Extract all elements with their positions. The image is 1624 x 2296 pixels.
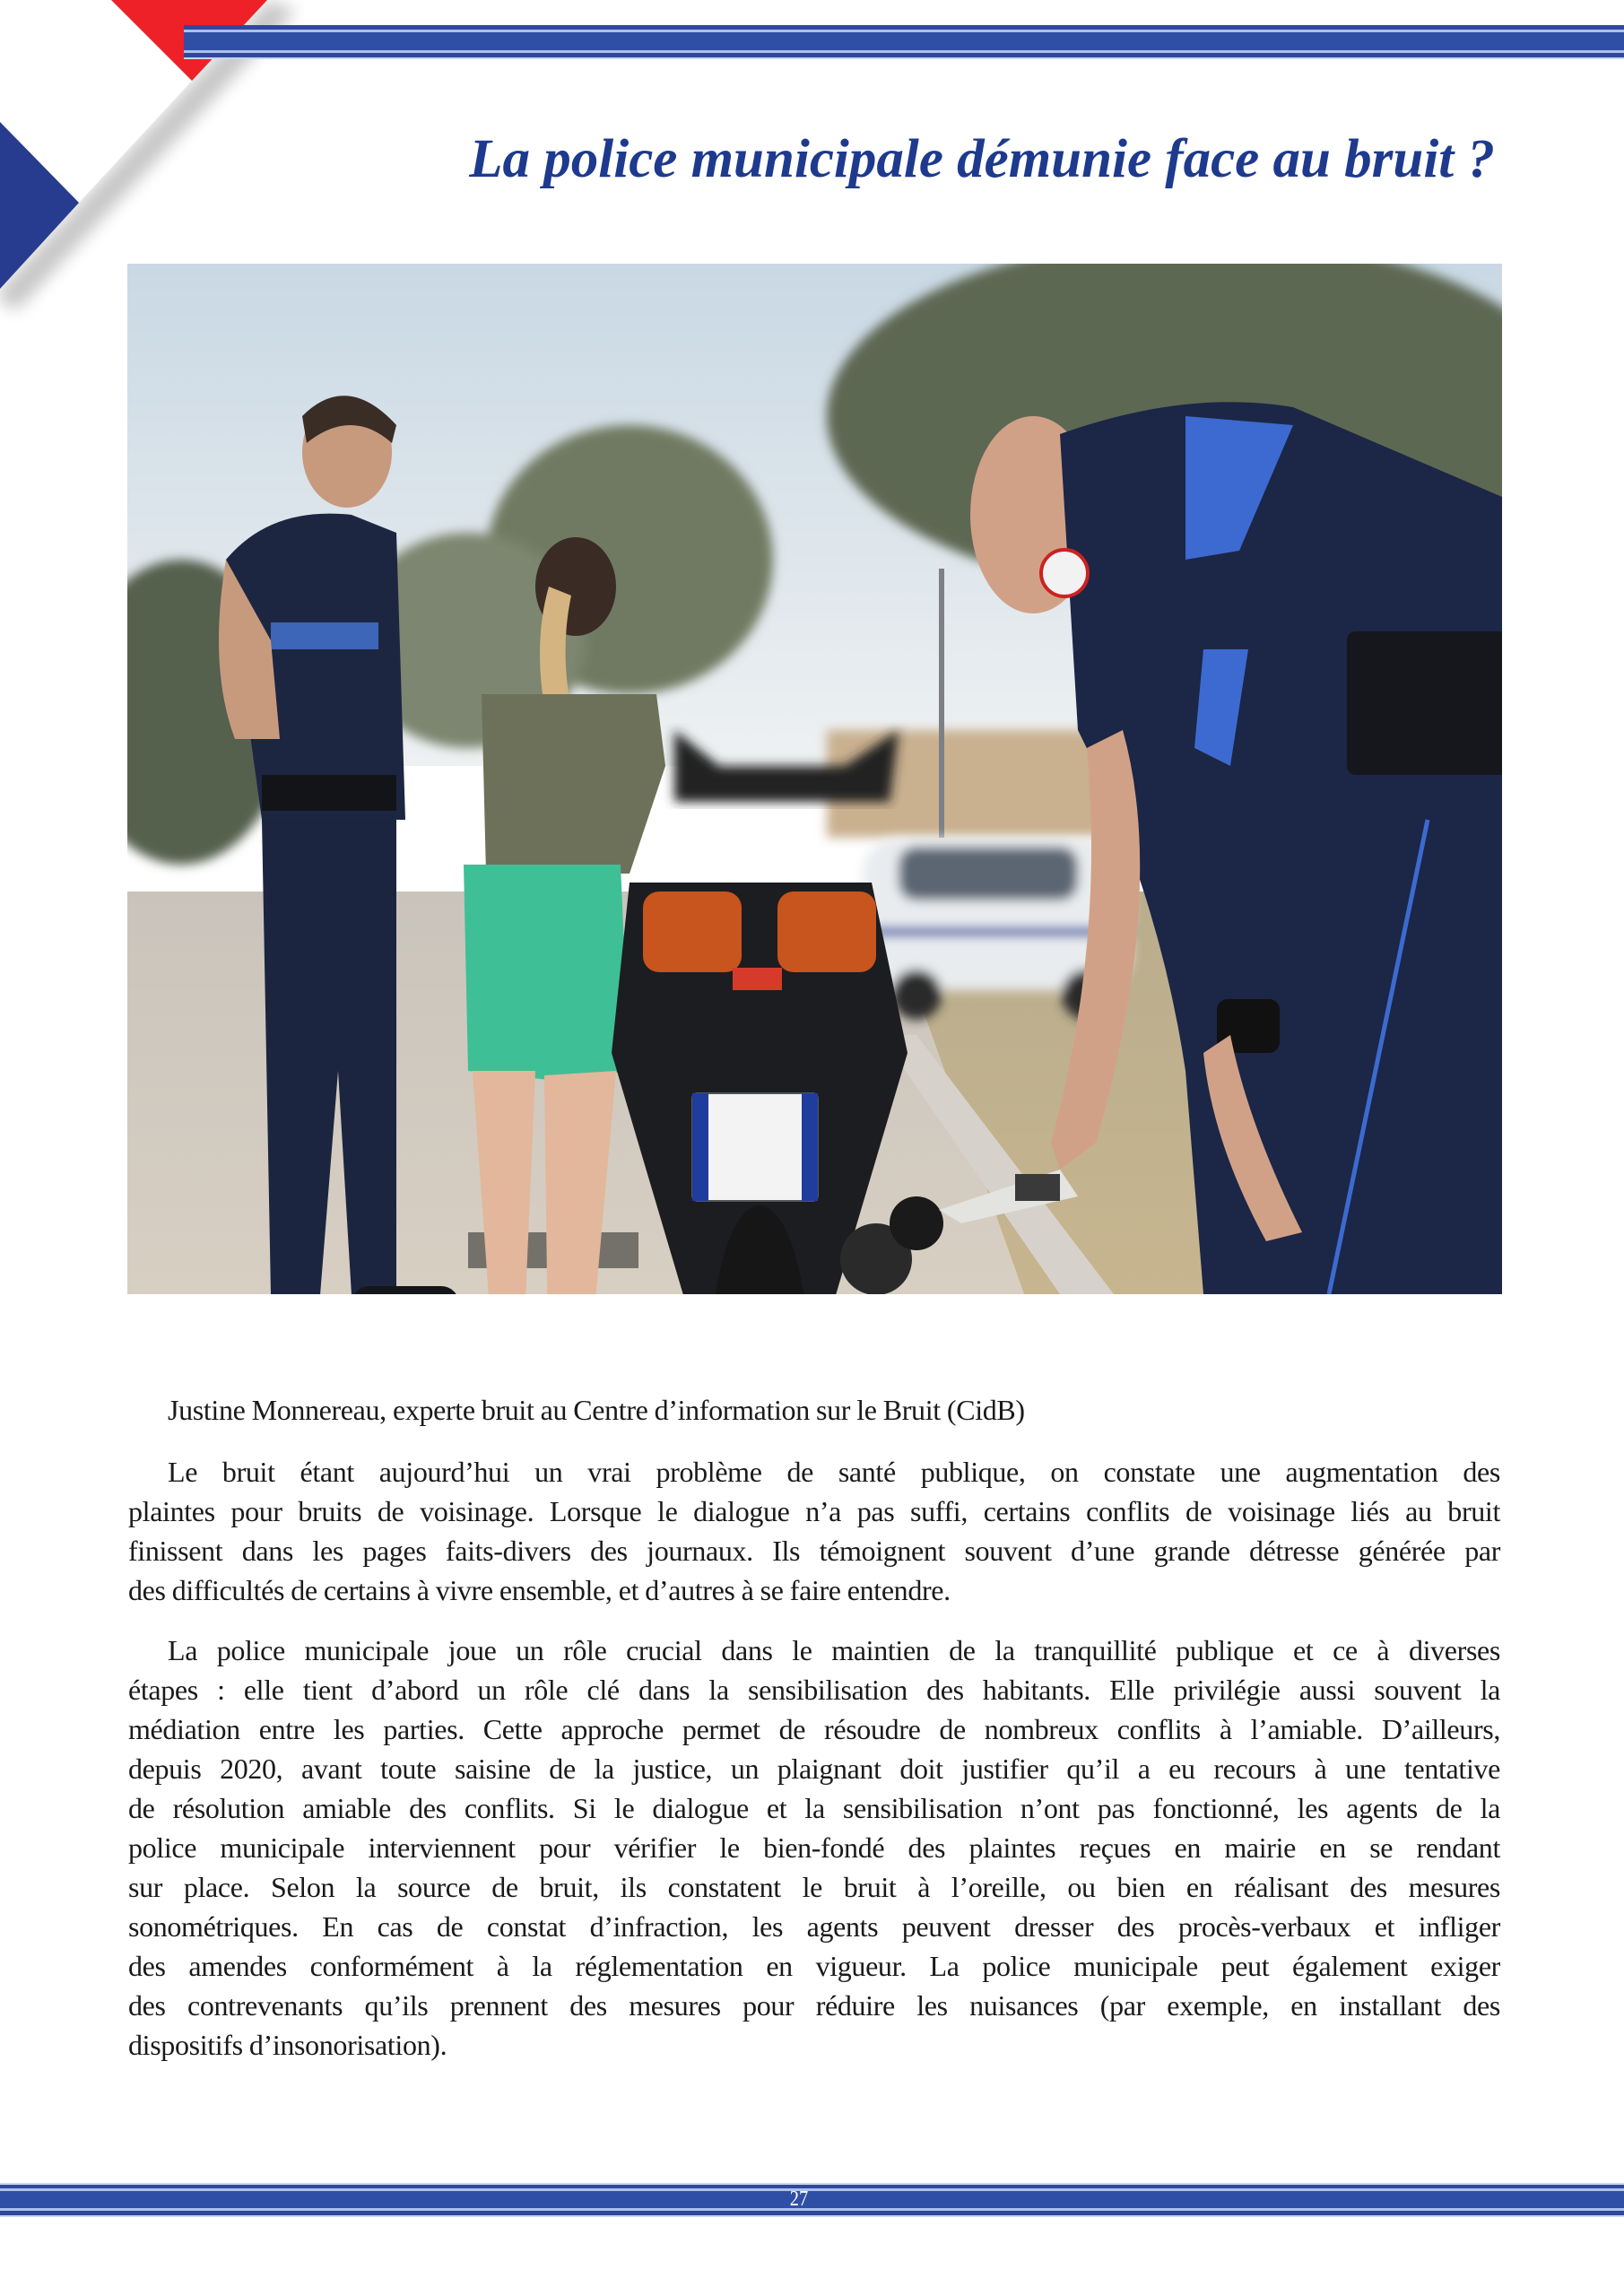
paragraph-line: depuis 2020, avant toute saisine de la justice, un plaignant doit justifier qu’il a eu recours à une tentative [128, 1752, 1500, 1785]
photo-caption [128, 1390, 1500, 1430]
paragraph-line: des difficultés de certains à vivre ensemble, et d’autres à se faire entendre. [128, 1574, 951, 1606]
page-title: La police municipale démunie face au bruit ? [469, 129, 1495, 189]
caption-text: Justine Monnereau, experte bruit au Centre d’information sur le Bruit (CidB) [168, 1394, 1025, 1426]
paragraph-2 [128, 1631, 1500, 2065]
paragraph-line: sur place. Selon la source de bruit, ils constatent le bruit à l’oreille, ou bien en réalisant des mesures [128, 1871, 1500, 1903]
paragraph-line: de résolution amiable des conflits. Si le dialogue et la sensibilisation n’ont pas fonctionné, les agents de la [128, 1792, 1500, 1824]
article-photo [127, 264, 1502, 1294]
paragraph-1 [128, 1452, 1500, 1610]
paragraph-line: des contrevenants qu’ils prennent des mesures pour réduire les nuisances (par exemple, en installant des [128, 1989, 1500, 2022]
paragraph-line: dispositifs d’insonorisation). [128, 2029, 447, 2061]
paragraph-line: médiation entre les parties. Cette approche permet de résoudre de nombreux conflits à l’amiable. D’ailleurs, [128, 1713, 1500, 1745]
paragraph-line: Le bruit étant aujourd’hui un vrai problème de santé publique, on constate une augmentation des [168, 1456, 1500, 1488]
paragraph-line: sonométriques. En cas de constat d’infraction, les agents peuvent dresser des procès-verbaux et infliger [128, 1910, 1500, 1943]
lamp-post [939, 569, 944, 838]
paragraph-line: plaintes pour bruits de voisinage. Lorsque le dialogue n’a pas suffi, certains conflits de voisinage liés au bruit [128, 1495, 1500, 1527]
paragraph-line: police municipale interviennent pour vérifier le bien-fondé des plaintes reçues en mairie en se rendant [128, 1831, 1500, 1864]
photo-police-noise-check-icon [127, 264, 1502, 1294]
paragraph-line: finissent dans les pages faits-divers des journaux. Ils témoignent souvent d’une grande détresse générée par [128, 1535, 1500, 1567]
paragraph-line: La police municipale joue un rôle crucial dans le maintien de la tranquillité publique et ce à diverses [168, 1634, 1500, 1666]
header-stripe [184, 25, 1624, 61]
paragraph-line: étapes : elle tient d’abord un rôle clé dans la sensibilisation des habitants. Elle privilégie aussi souvent la [128, 1674, 1500, 1706]
page-number: 27 [789, 2187, 809, 2211]
paragraph-line: des amendes conformément à la réglementation en vigueur. La police municipale peut également exiger [128, 1950, 1500, 1982]
